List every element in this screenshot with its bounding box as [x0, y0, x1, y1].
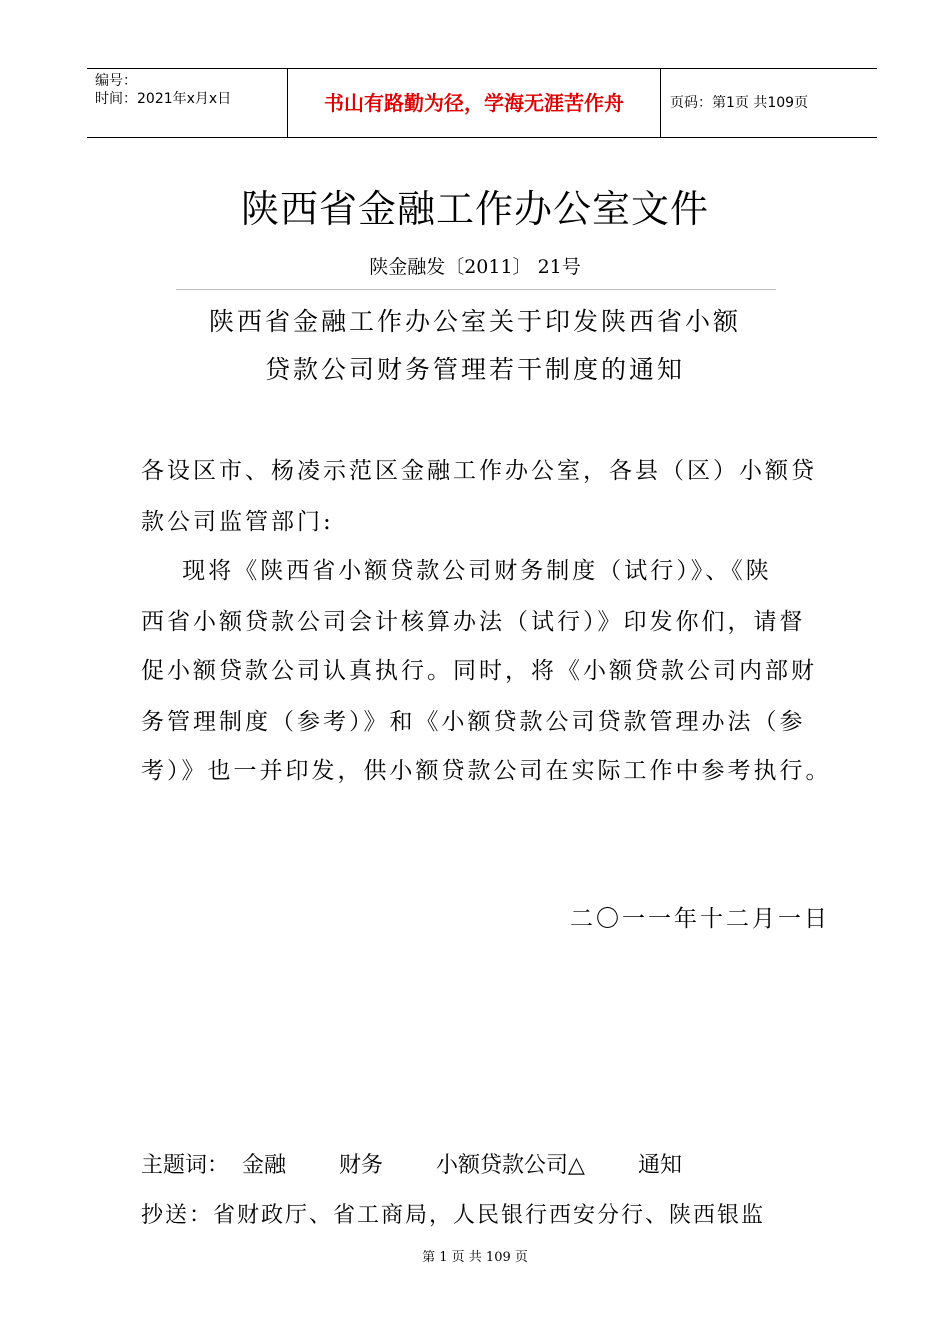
notice-title-line1: 陕西省金融工作办公室关于印发陕西省小额 — [208, 307, 741, 336]
body-line: 款公司监管部门: — [141, 509, 334, 535]
page-footer: 第 1 页 共 109 页 — [422, 1250, 528, 1265]
body-line: 考）》也一并印发，供小额贷款公司在实际工作中参考执行。 — [141, 758, 832, 784]
body-line: 现将《陕西省小额贷款公司财务制度（试行）》、《陕 — [141, 558, 772, 584]
document-number: 陕金融发〔2011〕 21号 — [369, 256, 581, 278]
cc-line: 抄送：省财政厅、省工商局，人民银行西安分行、陕西银监 — [141, 1203, 766, 1228]
title-rule — [176, 289, 776, 290]
number-label: 编号： — [95, 73, 137, 89]
keywords-line — [141, 1148, 728, 1179]
keyword-item: 金融 — [242, 1153, 287, 1178]
header-divider — [660, 69, 661, 137]
body-line: 务管理制度（参考）》和《小额贷款公司贷款管理办法（参 — [141, 709, 806, 735]
header-table — [87, 68, 877, 138]
header-meta — [87, 69, 287, 137]
keywords-label: 主题词： — [141, 1153, 230, 1178]
time-line: 时间：2021年x月x日 — [95, 91, 232, 107]
keyword-item: 通知 — [637, 1153, 682, 1178]
notice-title-line2: 贷款公司财务管理若干制度的通知 — [264, 355, 685, 384]
document-title: 陕西省金融工作办公室文件 — [240, 187, 709, 231]
keyword-item: 财务 — [339, 1153, 384, 1178]
body-line: 促小额贷款公司认真执行。同时，将《小额贷款公司内部财 — [141, 658, 817, 684]
keyword-item: 小额贷款公司△ — [436, 1153, 585, 1178]
body-line: 各设区市、杨凌示范区金融工作办公室，各县（区）小额贷 — [141, 458, 817, 484]
header-page-info: 页码：第1页 共109页 — [670, 95, 809, 111]
header-motto: 书山有路勤为径，学海无涯苦作舟 — [324, 91, 624, 115]
document-date: 二〇一一年十二月一日 — [570, 906, 830, 932]
body-line: 西省小额贷款公司会计核算办法（试行）》印发你们，请督 — [141, 609, 806, 635]
